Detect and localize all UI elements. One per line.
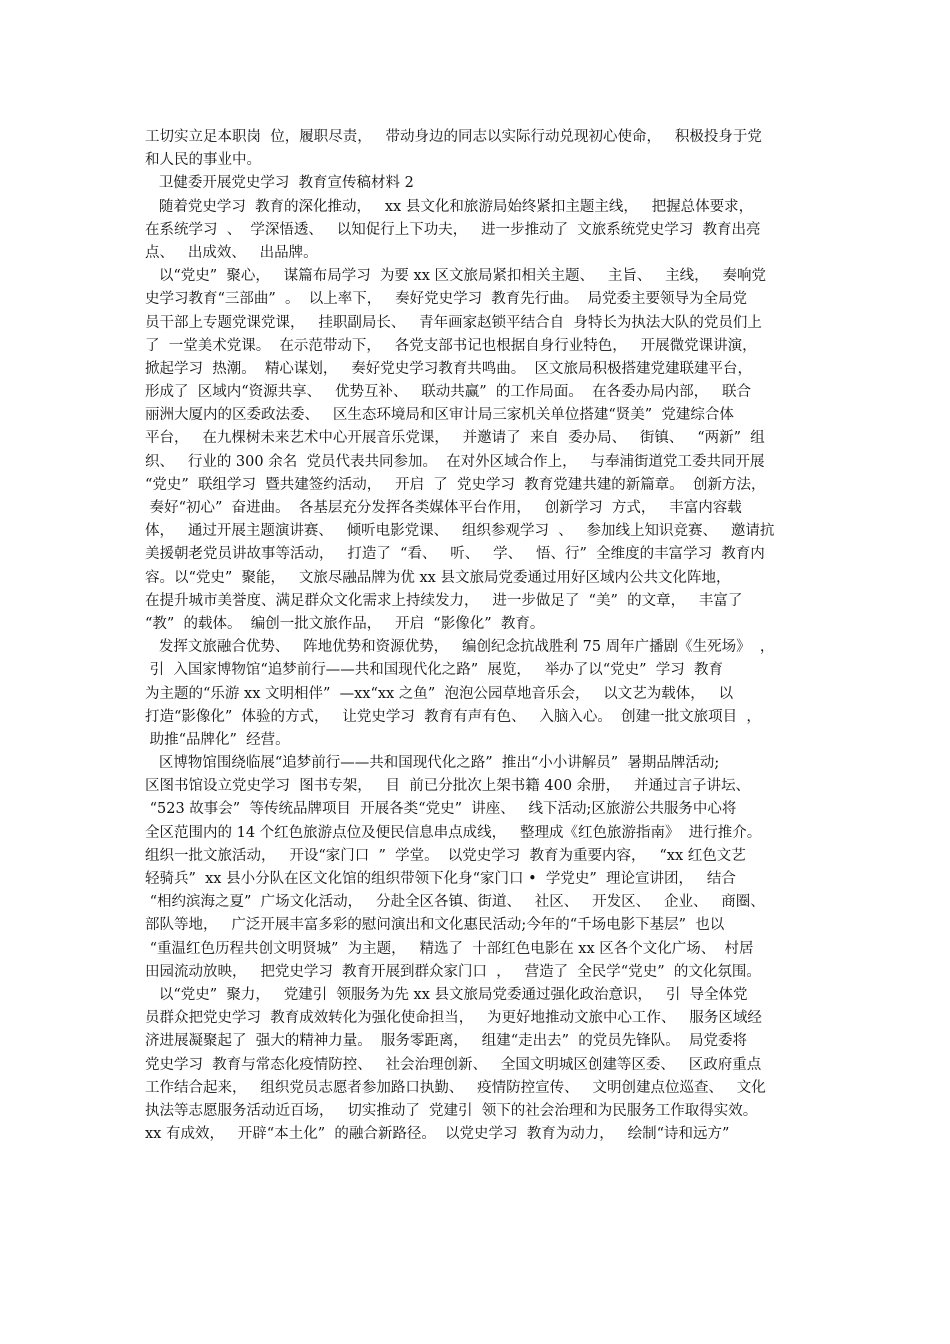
text-line: 工作结合起来， 组织党员志愿者参加路口执勤、 疫情防控宣传、 文明创建点位巡查、 文化: [145, 1079, 766, 1096]
text-line: 区博物馆围绕临展“追梦前行——共和国现代化之路” 推出“小小讲解员” 暑期品牌活动;: [145, 755, 720, 772]
text-line: 发挥文旅融合优势、 阵地优势和资源优势， 编创纪念抗战胜利 75 周年广播剧《生死场》 ，: [145, 639, 775, 656]
text-line: 在系统学习 、 学深悟透、 以知促行上下功夫， 进一步推动了 文旅系统党史学习 教育出亮: [145, 221, 761, 238]
text-line: 区图书馆设立党史学习 图书专架， 目 前已分批次上架书籍 400 余册， 并通过言子讲坛、: [145, 778, 750, 795]
text-line: 员群众把党史学习 教育成效转化为强化使命担当， 为更好地推动文旅中心工作、 服务区域经: [145, 1010, 762, 1027]
text-line: 形成了 区域内“资源共享、 优势互补、 联动共赢” 的工作局面。 在各委办局内部， 联合: [145, 384, 751, 401]
text-line: 工切实立足本职岗 位，履职尽责， 带动身边的同志以实际行动兑现初心使命， 积极投身于党: [145, 129, 762, 145]
text-line: 引 入国家博物馆“追梦前行——共和国现代化之路” 展览， 举办了以“党史” 学习 教育: [145, 662, 723, 679]
section-heading: 卫健委开展党史学习 教育宣传稿材料 2: [145, 175, 414, 192]
text-line: 在提升城市美誉度、满足群众文化需求上持续发力， 进一步做足了 “美” 的文章， 丰富了: [145, 592, 743, 609]
text-line: 体， 通过开展主题演讲赛、 倾听电影党课、 组织参观学习 、 参加线上知识竞赛、 邀请抗: [145, 523, 775, 540]
document-body: [145, 126, 817, 1146]
text-line: 员干部上专题党课党课， 挂职副局长、 青年画家赵锁平结合自 身特长为执法大队的党员们上: [145, 314, 762, 331]
text-line: 党史学习 教育与常态化疫情防控、 社会治理创新、 全国文明城区创建等区委、 区政府重点: [145, 1056, 762, 1073]
text-line: 平台， 在九棵树未来艺术中心开展音乐党课， 并邀请了 来自 委办局、 街镇、 “两新” 组: [145, 430, 765, 447]
text-line: 史学习教育“三部曲” 。 以上率下， 奏好党史学习 教育先行曲。 局党委主要领导为全局党: [145, 291, 748, 308]
text-line: 轻骑兵” xx 县小分队在区文化馆的组织带领下化身“家门口 • 学党史” 理论宣讲团， 结合: [145, 871, 736, 887]
text-line: 田园流动放映， 把党史学习 教育开展到群众家门口 ， 营造了 全民学“党史” 的文化氛围。: [145, 963, 761, 980]
text-line: 美援朝老党员讲故事等活动， 打造了 “看、 听、 学、 悟、行” 全维度的丰富学习 教育内: [145, 546, 765, 563]
text-line: “教” 的载体。 编创一批文旅作品， 开启 “影像化” 教育。: [145, 615, 545, 632]
text-line: 随着党史学习 教育的深化推动， xx 县文化和旅游局始终紧扣主题主线， 把握总体要求，: [145, 198, 754, 215]
text-line: 织、 行业的 300 余名 党员代表共同参加。 在对外区域合作上， 与奉浦街道党工委共同开展: [145, 453, 765, 470]
text-line: 以“党史” 聚力， 党建引 领服务为先 xx 县文旅局党委通过强化政治意识， 引 导全体党: [145, 986, 748, 1003]
text-line: 助推“品牌化” 经营。: [145, 731, 290, 748]
text-line: 执法等志愿服务活动近百场， 切实推动了 党建引 领下的社会治理和为民服务工作取得实效。: [145, 1102, 758, 1119]
text-line: “相约滨海之夏” 广场文化活动， 分赴全区各镇、街道、 社区、 开发区、 企业、 商圈、: [145, 894, 765, 911]
text-line: 组织一批文旅活动， 开设“家门口 ” 学堂。 以党史学习 教育为重要内容， “xx 红色文艺: [145, 847, 746, 864]
text-line: “重温红色历程共创文明贤城” 为主题， 精选了 十部红色电影在 xx 区各个文化广场、 村居: [145, 940, 754, 957]
text-line: 全区范围内的 14 个红色旅游点位及便民信息串点成线， 整理成《红色旅游指南》 进行推介。: [145, 824, 762, 841]
text-line: 为主题的“乐游 xx 文明相伴” —xx“xx 之鱼” 泡泡公园草地音乐会， 以文艺为载体， 以: [145, 685, 734, 702]
text-line: 以“党史” 聚心， 谋篇布局学习 为要 xx 区文旅局紧扣相关主题、 主旨、 主线， 奏响党: [145, 268, 766, 285]
text-line: 丽洲大厦内的区委政法委、 区生态环境局和区审计局三家机关单位搭建“贤美” 党建综合体: [145, 407, 734, 424]
text-line: 部队等地， 广泛开展丰富多彩的慰问演出和文化惠民活动;今年的“千场电影下基层” 也以: [145, 917, 725, 934]
text-line: 济进展凝聚起了 强大的精神力量。 服务零距离， 组建“走出去” 的党员先锋队。 局党委将: [145, 1033, 748, 1050]
text-line: 点、 出成效、 出品牌。: [145, 244, 318, 261]
text-line: xx 有成效， 开辟“本土化” 的融合新路径。 以党史学习 教育为动力， 绘制“诗和远方”: [145, 1126, 730, 1143]
text-line: 和人民的事业中。: [145, 152, 261, 169]
text-line: “党史” 联组学习 暨共建签约活动， 开启 了 党史学习 教育党建共建的新篇章。 创新方法，: [145, 476, 766, 493]
text-line: 了 一堂美术党课。 在示范带动下， 各党支部书记也根据自身行业特色， 开展微党课讲演，: [145, 337, 757, 354]
text-line: “523 故事会” 等传统品牌项目 开展各类“党史” 讲座、 线下活动;区旅游公共服务中心将: [145, 801, 737, 818]
text-line: 容。以“党史” 聚能， 文旅尽融品牌为优 xx 县文旅局党委通过用好区域内公共文化阵地，: [145, 569, 731, 586]
text-line: 掀起学习 热潮。 精心谋划， 奏好党史学习教育共鸣曲。 区文旅局积极搭建党建联建平台，: [145, 360, 752, 377]
text-line: 奏好“初心” 奋进曲。 各基层充分发挥各类媒体平台作用， 创新学习 方式， 丰富内容载: [145, 500, 742, 516]
text-line: 打造“影像化” 体验的方式， 让党史学习 教育有声有色、 入脑入心。 创建一批文旅项目 ，: [145, 708, 761, 725]
